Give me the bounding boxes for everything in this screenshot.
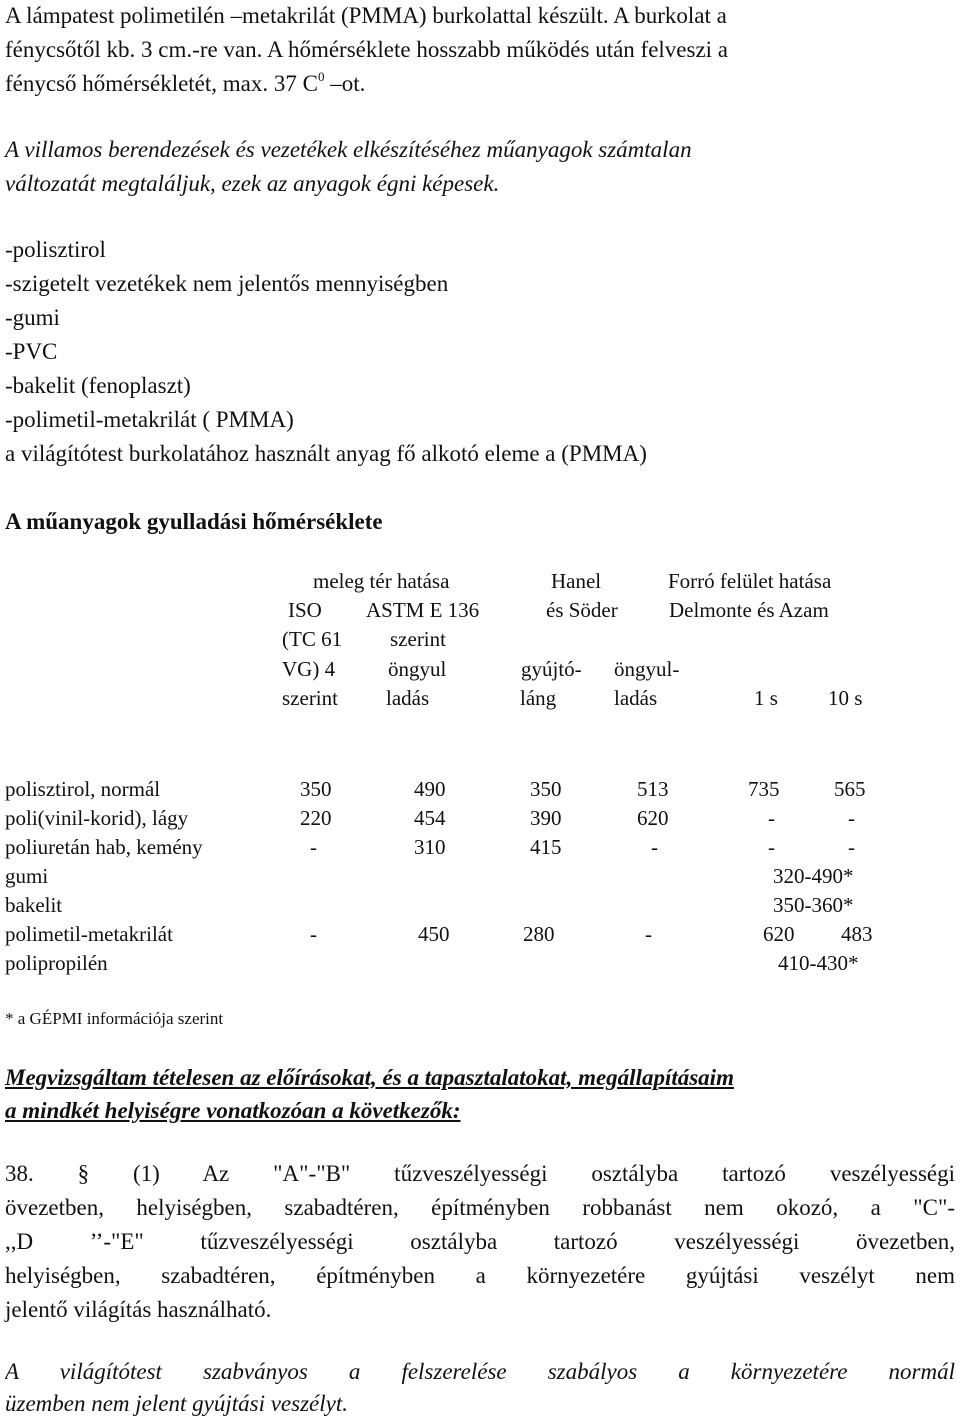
header-astm: ASTM E 136 — [366, 598, 480, 622]
table-title: A műanyagok gyulladási hőmérséklete — [5, 509, 383, 534]
header-gyujto: gyújtó- — [521, 657, 582, 681]
row-label: bakelit — [5, 893, 63, 917]
final-para-line-1: A világítótest szabványos a felszerelése szabályos a környezetére normál — [5, 1359, 955, 1384]
section-38-line-2: övezetben, helyiségben, szabadtéren, építményben robbanást nem okozó, a "C"- — [5, 1195, 955, 1220]
row-cell: 280 — [523, 922, 555, 946]
row-cell: 620 — [637, 806, 669, 830]
row-cell: - — [768, 806, 775, 830]
header-10s: 10 s — [828, 686, 863, 710]
section-38-line-1: 38. § (1) Az "A"-"B" tűzveszélyességi osztályba tartozó veszélyességi — [5, 1161, 955, 1186]
header-szerint-2: szerint — [282, 686, 338, 710]
row-cell: - — [848, 835, 855, 859]
row-cell: - — [310, 922, 317, 946]
italic-para-line-1: A villamos berendezések és vezetékek elkészítéséhez műanyagok számtalan — [5, 137, 692, 162]
material-item: -PVC — [5, 339, 58, 364]
header-tc61: (TC 61 — [282, 627, 343, 651]
header-meleg-ter: meleg tér hatása — [313, 569, 450, 593]
row-cell: - — [651, 835, 658, 859]
row-label: gumi — [5, 864, 49, 888]
row-cell: 390 — [530, 806, 562, 830]
final-para-line-2: üzemben nem jelent gyújtási veszélyt. — [5, 1391, 348, 1416]
row-label: polimetil-metakrilát — [5, 922, 173, 946]
row-cell: 483 — [841, 922, 873, 946]
section-38-line-5: jelentő világítás használható. — [5, 1297, 272, 1322]
intro-line-3-end: –ot. — [324, 71, 366, 96]
intro-line-1: A lámpatest polimetilén –metakrilát (PMMA) burkolattal készült. A burkolat a — [5, 3, 727, 28]
row-cell: 350 — [530, 777, 562, 801]
header-lang: láng — [520, 686, 557, 710]
material-note: a világítótest burkolatához használt anyag fő alkotó eleme a (PMMA) — [5, 441, 647, 466]
row-cell: 620 — [763, 922, 795, 946]
material-item: -polimetil-metakrilát ( PMMA) — [5, 407, 294, 432]
bold-para-line-2: a mindkét helyiségre vonatkozóan a következők: — [5, 1098, 461, 1123]
degree-superscript: 0 — [317, 69, 325, 84]
header-hanel: Hanel — [551, 569, 602, 593]
row-cell: 350 — [300, 777, 332, 801]
row-label: polipropilén — [5, 951, 108, 975]
section-38-line-4: helyiségben, szabadtéren, építményben a környezetére gyújtási veszélyt nem — [5, 1263, 955, 1288]
italic-para-line-2: változatát megtaláljuk, ezek az anyagok égni képesek. — [5, 171, 500, 196]
row-label: poli(vinil-korid), lágy — [5, 806, 189, 830]
row-cell: 565 — [834, 777, 866, 801]
header-ladas-2: ladás — [614, 686, 658, 710]
header-ladas: ladás — [386, 686, 430, 710]
row-cell: 450 — [418, 922, 450, 946]
header-ongyul: öngyul — [388, 657, 447, 681]
section-38-line-3: ,,D ’’-"E" tűzveszélyességi osztályba tartozó veszélyességi övezetben, — [5, 1229, 955, 1254]
row-label: polisztirol, normál — [5, 777, 161, 801]
header-delmonte: Delmonte és Azam — [669, 598, 829, 622]
intro-line-2: fénycsőtől kb. 3 cm.-re van. A hőmérséklete hosszabb működés után felveszi a — [5, 37, 729, 62]
material-item: -polisztirol — [5, 237, 106, 262]
material-item: -szigetelt vezetékek nem jelentős mennyiségben — [5, 271, 449, 296]
header-ongyul-2: öngyul- — [614, 657, 680, 681]
row-cell: 415 — [530, 835, 562, 859]
row-cell: 454 — [414, 806, 446, 830]
row-cell: 735 — [748, 777, 780, 801]
row-cell: 310 — [414, 835, 446, 859]
row-cell: - — [848, 806, 855, 830]
header-1s: 1 s — [754, 686, 778, 710]
row-span-cell: 320-490* — [773, 864, 854, 888]
row-cell: 220 — [300, 806, 332, 830]
header-forro: Forró felület hatása — [668, 569, 832, 593]
bold-para-line-1: Megvizsgáltam tételesen az előírásokat, és a tapasztalatokat, megállapításaim — [5, 1065, 734, 1090]
row-cell: 490 — [414, 777, 446, 801]
header-es-soder: és Söder — [546, 598, 618, 622]
header-szerint: szerint — [390, 627, 446, 651]
row-span-cell: 350-360* — [773, 893, 854, 917]
row-cell: - — [310, 835, 317, 859]
row-cell: 513 — [637, 777, 669, 801]
header-vg4: VG) 4 — [282, 657, 336, 681]
row-span-cell: 410-430* — [778, 951, 859, 975]
row-label: poliuretán hab, kemény — [5, 835, 203, 859]
footnote: * a GÉPMI információja szerint — [5, 1009, 224, 1028]
intro-line-3 — [5, 70, 365, 98]
material-item: -gumi — [5, 305, 60, 330]
row-cell: - — [645, 922, 652, 946]
intro-line-3-text: fénycső hőmérsékletét, max. 37 C — [5, 71, 318, 96]
row-cell: - — [768, 835, 775, 859]
material-item: -bakelit (fenoplaszt) — [5, 373, 191, 398]
header-iso: ISO — [288, 598, 322, 622]
